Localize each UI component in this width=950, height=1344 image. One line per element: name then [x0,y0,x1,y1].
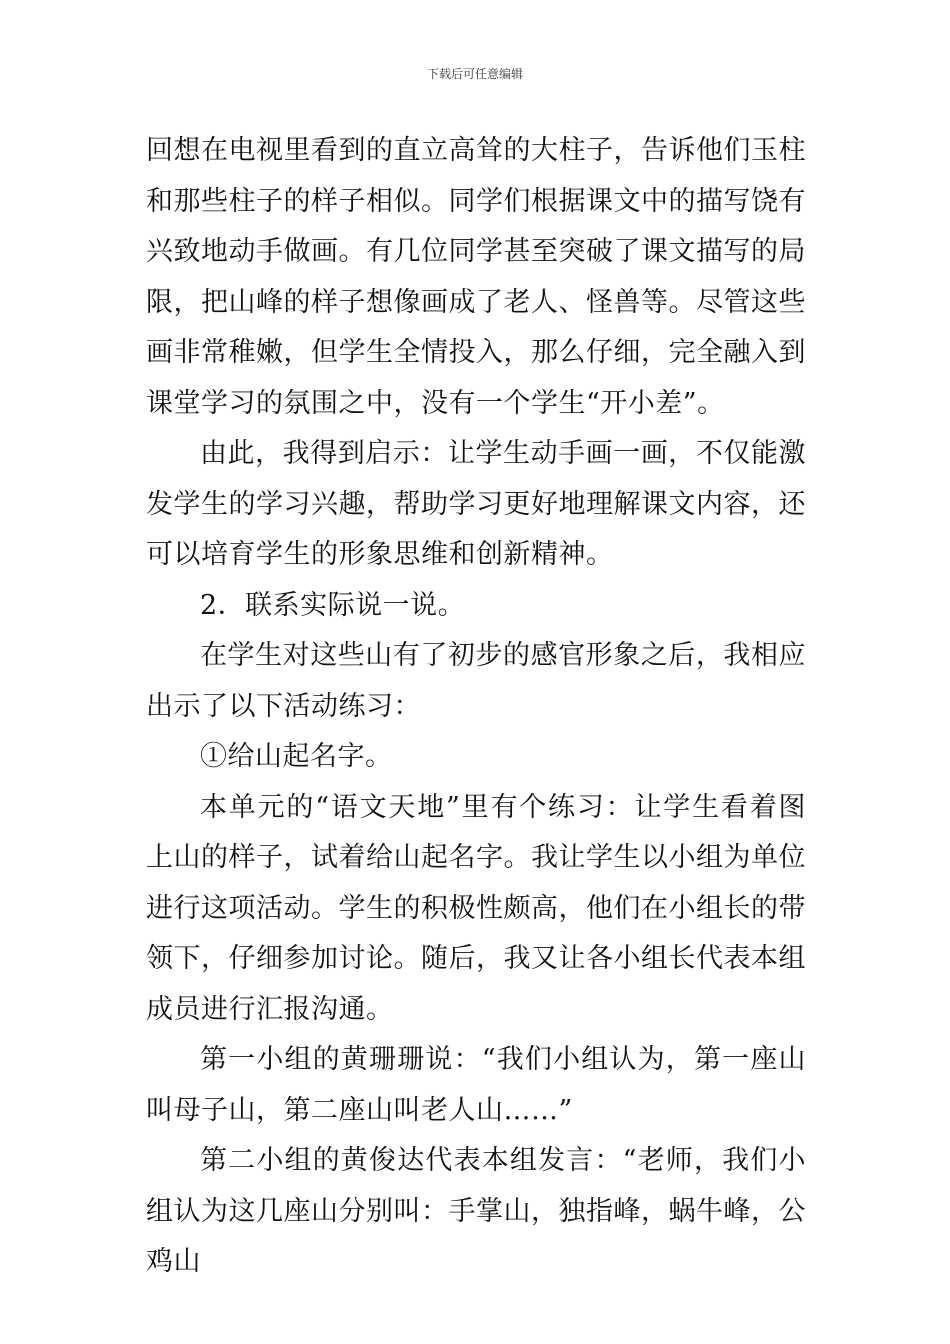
document-body [146,126,806,1288]
paragraph: 第一小组的黄珊珊说：“我们小组认为，第一座山叫母子山，第二座山叫老人山……” [146,1044,806,1126]
paragraph: 本单元的“语文天地”里有个练习：让学生看着图上山的样子，试着给山起名字。我让学生以小组为单位进行这项活动。学生的积极性颇高，他们在小组长的带领下，仔细参加讨论。随后，我又让各小组长代表本组成员进行汇报沟通。 [146,791,806,1025]
paragraph: 在学生对这些山有了初步的感官形象之后，我相应出示了以下活动练习： [146,640,806,722]
paragraph: 由此，我得到启示：让学生动手画一画，不仅能激发学生的学习兴趣，帮助学习更好地理解课文内容，还可以培育学生的形象思维和创新精神。 [146,438,806,570]
paragraph-continued: 回想在电视里看到的直立高耸的大柱子，告诉他们玉柱和那些柱子的样子相似。同学们根据课文中的描写饶有兴致地动手做画。有几位同学甚至突破了课文描写的局限，把山峰的样子想像画成了老人、怪兽等。尽管这些画非常稚嫩，但学生全情投入，那么仔细，完全融入到课堂学习的氛围之中，没有一个学生“开小差”。 [146,135,806,419]
page-header: 下载后可任意编辑 [426,67,523,81]
paragraph: 第二小组的黄俊达代表本组发言：“老师，我们小组认为这几座山分别叫：手掌山，独指峰，蜗牛峰，公鸡山 [146,1145,806,1277]
section-heading: 2．联系实际说一说。 [200,589,466,621]
list-item-heading: ①给山起名字。 [200,741,393,772]
